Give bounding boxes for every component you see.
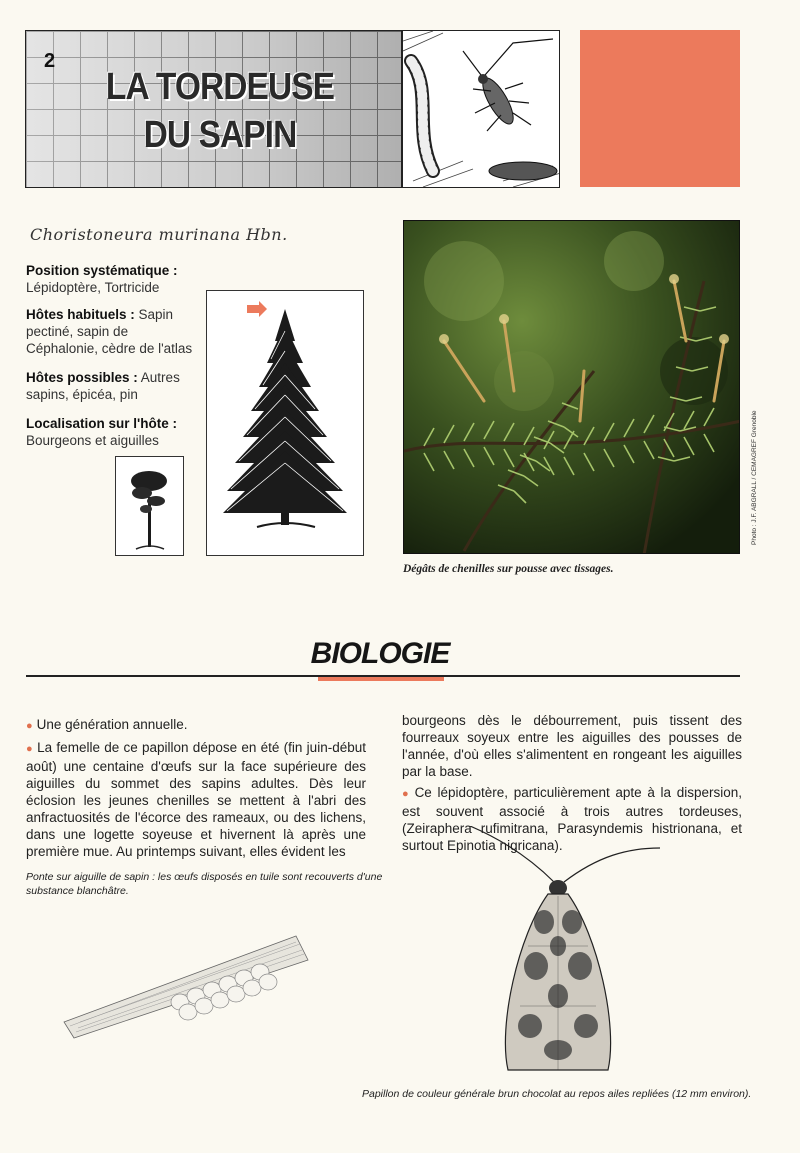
info-label: Hôtes possibles : (26, 370, 138, 385)
info-value: Sapin pectiné, sapin de Céphalonie, cèdre de l'atlas (26, 307, 193, 356)
title-box (25, 30, 402, 188)
paragraph: ● La femelle de ce papillon dépose en été (fin juin-début août) une centaine d'œufs sur la face supérieure des aiguilles du sommet des sapins adultes. Dès leur éclosion les jeunes chenilles se mettent à l'abri des anfractuosités de l'écorce des rameaux, ou des lichens, dans une logette soyeuse et hivernent là après une première mue. Au printemps suivant, elles évident les (26, 740, 366, 859)
moth-figure-caption: Papillon de couleur générale brun chocolat au repos ailes repliées (12 mm environ). (362, 1088, 752, 1100)
info-usual-hosts (26, 306, 196, 357)
bullet-icon: ● (26, 720, 33, 732)
egg-illustration (60, 930, 310, 1040)
page-title-line-1: LA TORDEUSE (105, 66, 335, 108)
pine-tree-illustration (115, 456, 184, 556)
photo-credit: Photo : J.F. ABGRALL / CEMAGREF Grenoble (751, 410, 758, 545)
info-value: Lépidoptère, Tortricide (26, 280, 160, 295)
scientific-name: Choristoneura murinana Hbn. (30, 225, 288, 244)
insect-illustration (402, 30, 560, 188)
bullet-icon: ● (402, 788, 411, 800)
fir-shoot-photo (404, 221, 740, 554)
egg-mass-on-needle-drawing (60, 930, 310, 1040)
info-host-location (26, 415, 196, 449)
accent-color-block (580, 30, 740, 187)
paragraph: ● Une génération annuelle. (26, 717, 188, 732)
fir-tree-drawing (207, 291, 363, 555)
moth-illustration (468, 826, 668, 1076)
biology-left-column (26, 716, 366, 864)
info-label: Position systématique : (26, 263, 178, 278)
photo-caption: Dégâts de chenilles sur pousse avec tissages. (403, 563, 614, 575)
info-label: Localisation sur l'hôte : (26, 416, 177, 431)
info-possible-hosts (26, 369, 196, 403)
info-value: Autres sapins, épicéa, pin (26, 370, 180, 402)
beetle-and-larva-drawing (403, 31, 560, 188)
paragraph: bourgeons dès le débourrement, puis tissent des fourreaux soyeux entre les aiguilles des pousses de l'année, d'où elles s'alimentent en rongeant les aiguilles par la base. (402, 713, 742, 779)
moth-drawing (468, 826, 668, 1076)
egg-figure-caption: Ponte sur aiguille de sapin : les œufs disposés en tuile sont recouverts d'une substance blanchâtre. (26, 871, 383, 897)
paragraph: ● Ce lépidoptère, particulièrement apte à la dispersion, est souvent associé à trois autres tordeuses, (Zeiraphera rufimitrana, Parasyndemis histrionana, et surtout Epinotia nigricana). (402, 785, 742, 853)
info-label: Hôtes habituels : (26, 307, 135, 322)
bullet-icon: ● (26, 743, 34, 755)
info-systematic-position (26, 262, 196, 296)
info-value: Bourgeons et aiguilles (26, 433, 159, 448)
fir-tree-illustration (206, 290, 364, 556)
damage-photo (403, 220, 740, 554)
page-title-line-2: DU SAPIN (143, 114, 297, 156)
chapter-number: 2 (44, 50, 56, 72)
pine-tree-drawing (116, 457, 183, 555)
arrow-icon (247, 301, 267, 317)
section-title: BIOLOGIE (310, 637, 450, 670)
section-accent-bar (318, 677, 444, 681)
